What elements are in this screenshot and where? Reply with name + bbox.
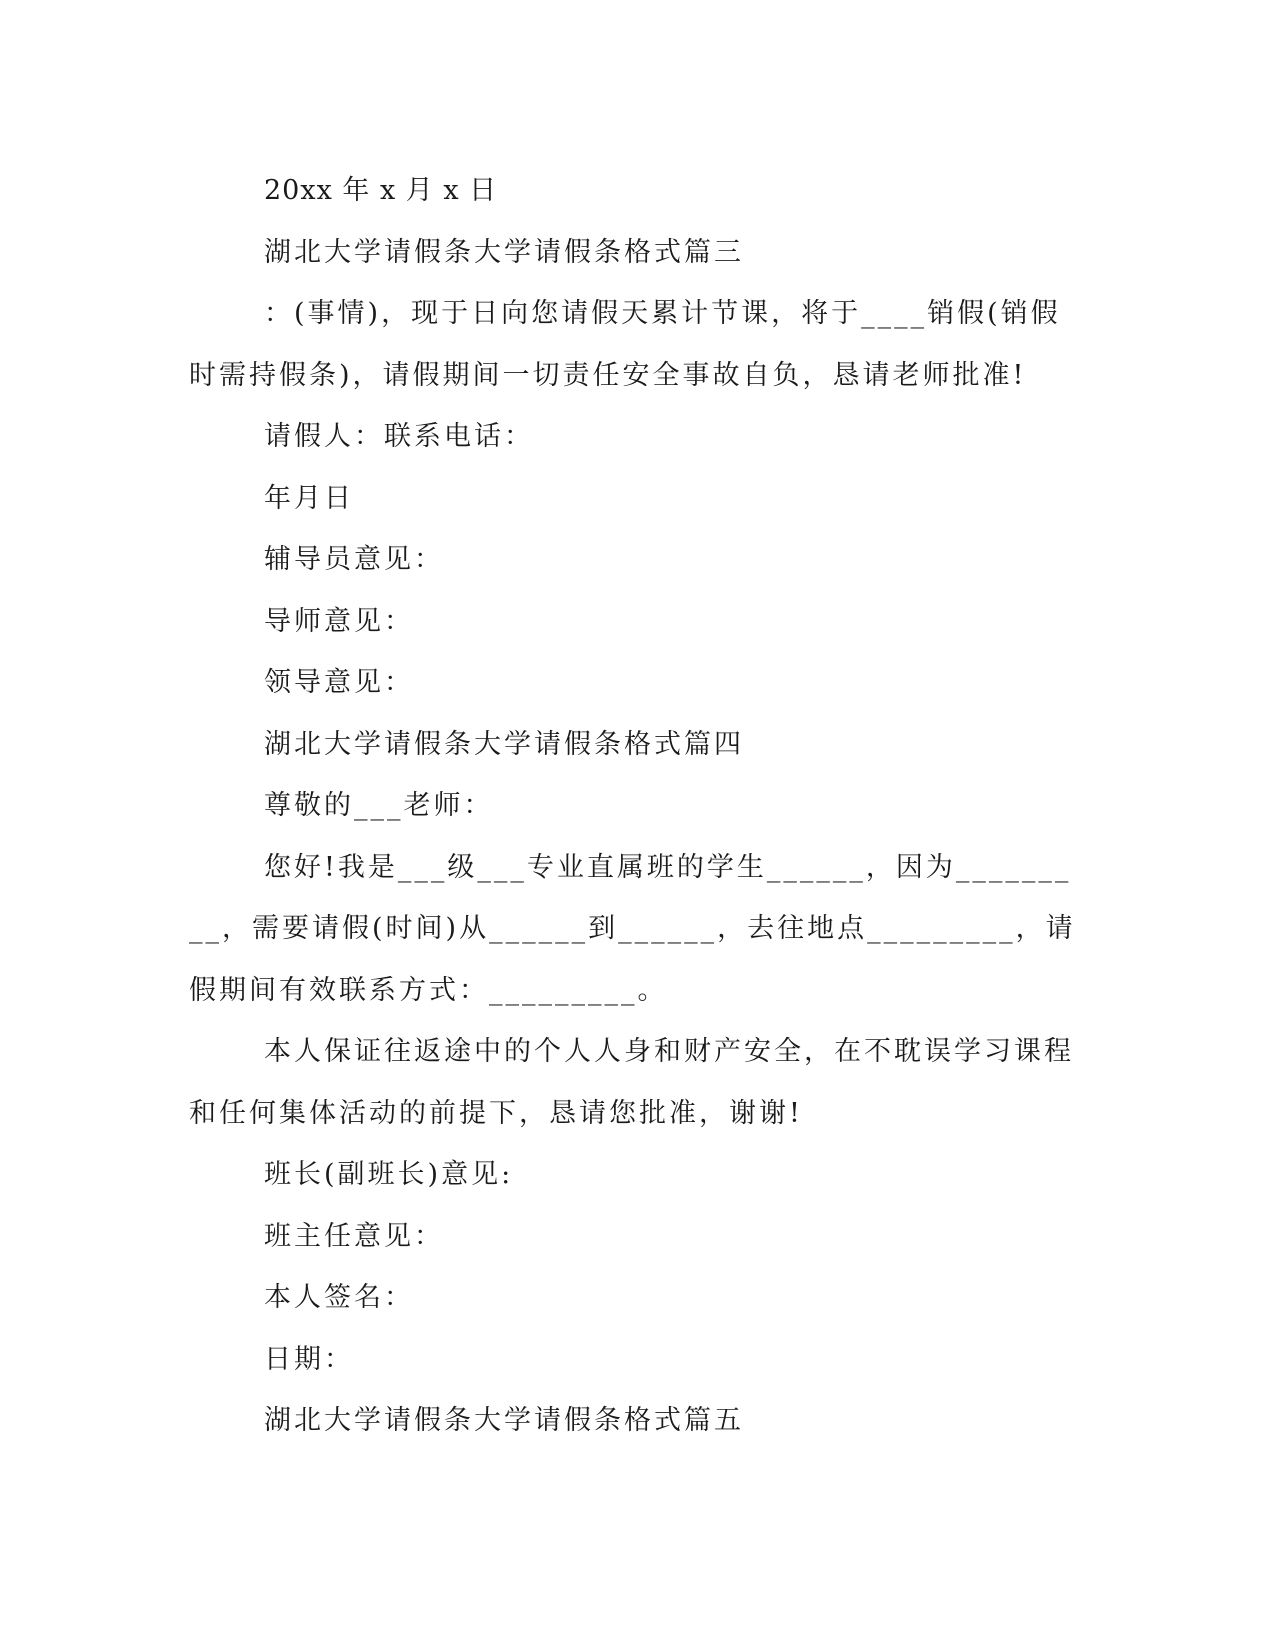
- salutation-line: 尊敬的___老师：: [264, 790, 494, 821]
- leader-opinion-line: 领导意见：: [264, 667, 414, 698]
- counselor-opinion-line: 辅导员意见：: [264, 544, 444, 575]
- section-heading-3: 湖北大学请假条大学请假条格式篇三: [264, 236, 744, 268]
- date-field-line: 日期：: [264, 1343, 354, 1375]
- document-body: [189, 160, 1084, 1452]
- section-heading-5: 湖北大学请假条大学请假条格式篇五: [264, 1405, 744, 1436]
- applicant-contact-line: 请假人：联系电话：: [264, 421, 534, 452]
- signature-line: 本人签名：: [264, 1282, 414, 1313]
- greeting-body: 您好!我是___级___专业直属班的学生______，因为_________，需要请假(时间)从______到______，去往地点_________，请假期间有效联系方式：_________。: [189, 851, 1076, 1006]
- year-month-day-line: 年月日: [264, 482, 354, 514]
- monitor-opinion-line: 班长(副班长)意见:: [264, 1159, 514, 1190]
- date-line: 20xx 年 x 月 x 日: [264, 175, 498, 206]
- head-teacher-opinion-line: 班主任意见：: [264, 1220, 444, 1252]
- advisor-opinion-line: 导师意见：: [264, 605, 414, 637]
- section-heading-4: 湖北大学请假条大学请假条格式篇四: [264, 728, 744, 760]
- leave-request-body: ：(事情)，现于日向您请假天累计节课，将于____销假(销假时需持假条)，请假期间一切责任安全事故自负，恳请老师批准!: [189, 298, 1061, 391]
- safety-pledge-body: 本人保证往返途中的个人人身和财产安全，在不耽误学习课程和任何集体活动的前提下，恳请您批准，谢谢!: [189, 1036, 1074, 1129]
